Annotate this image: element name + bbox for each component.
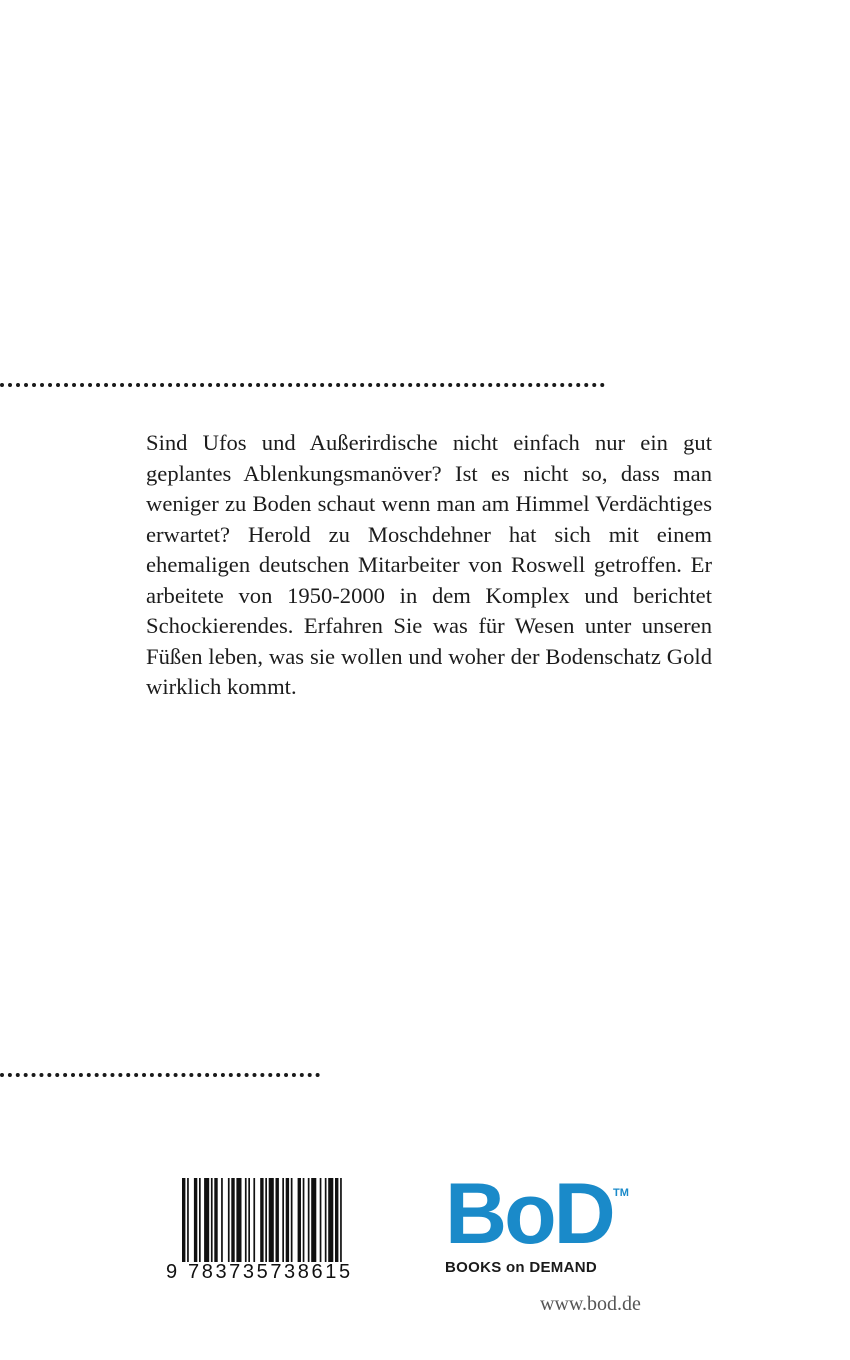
- dotted-divider-bottom: [0, 1073, 320, 1077]
- isbn-lead-digit: 9: [166, 1261, 180, 1283]
- bod-logo: [445, 1166, 630, 1283]
- bod-logo-mark: BoD: [445, 1166, 613, 1262]
- isbn-barcode: [166, 1178, 390, 1286]
- back-cover-blurb: Sind Ufos und Außerirdische nicht einfach nur ein gut geplantes Ablenkungsmanöver? Ist es nicht so, dass man weniger zu Boden schaut wenn man am Himmel Verdächtiges erwartet? Herold zu Moschdehner hat sich mit einem ehemaligen deutschen Mitarbeiter von Roswell getroffen. Er arbeitete von 1950-2000 in dem Komplex und berichtet Schockierendes. Erfahren Sie was für Wesen unter unseren Füßen leben, was sie wollen und woher der Bodenschatz Gold wirklich kommt.: [146, 430, 712, 699]
- bod-tagline: BOOKS on DEMAND: [445, 1259, 597, 1276]
- publisher-website: www.bod.de: [540, 1293, 641, 1315]
- isbn-number: 783735738615: [188, 1261, 353, 1283]
- trademark-symbol: TM: [613, 1187, 629, 1199]
- dotted-divider-top: [0, 383, 605, 387]
- barcode-bars-icon: [180, 1178, 390, 1262]
